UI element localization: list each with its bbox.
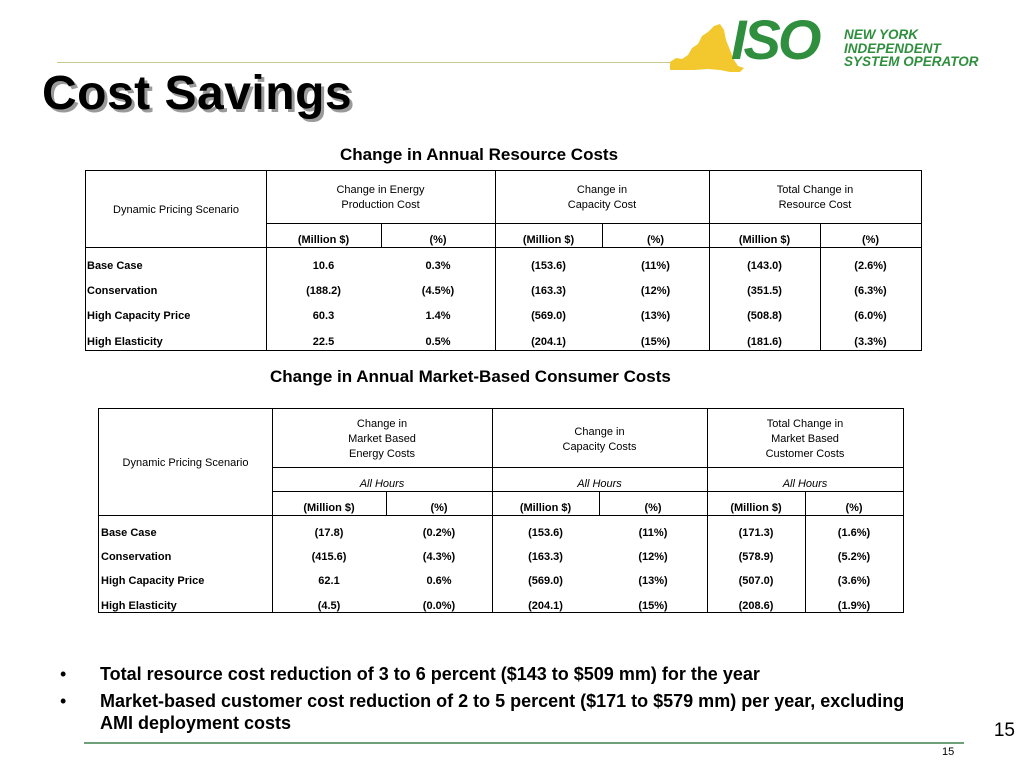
group-header-capacity-line2: Capacity Cost bbox=[567, 199, 637, 211]
table-cell: (569.0) bbox=[528, 575, 563, 587]
table-cell: (17.8) bbox=[314, 527, 344, 539]
table-cell: 0.3% bbox=[425, 260, 451, 272]
nyiso-logo bbox=[668, 8, 998, 82]
footer-page-number: 15 bbox=[942, 746, 955, 758]
group-header-total-line1: Total Change in bbox=[766, 418, 844, 430]
bullet-list bbox=[56, 663, 916, 739]
table-cell: 0.6% bbox=[426, 575, 452, 587]
table-cell: (171.3) bbox=[738, 527, 774, 539]
consumer-costs-table bbox=[98, 408, 904, 613]
table-cell: (4.3%) bbox=[422, 551, 456, 563]
slide-title: Cost Savings bbox=[42, 67, 353, 120]
table-cell: (3.3%) bbox=[854, 336, 887, 348]
row-label: High Elasticity bbox=[87, 336, 163, 348]
group-header-energy-line1: Change in bbox=[356, 418, 408, 430]
table-cell: 0.5% bbox=[425, 336, 451, 348]
table-cell: (188.2) bbox=[306, 285, 341, 297]
hours-header: All Hours bbox=[577, 478, 622, 490]
row-label: High Capacity Price bbox=[87, 310, 191, 322]
table-cell: (6.0%) bbox=[854, 310, 887, 322]
logo-wordmark bbox=[844, 28, 979, 69]
row-label: Base Case bbox=[87, 260, 143, 272]
table-cell: (3.6%) bbox=[837, 575, 871, 587]
bullet-icon: • bbox=[60, 664, 67, 684]
table-cell: (2.6%) bbox=[854, 260, 887, 272]
footer-rule bbox=[84, 742, 964, 744]
group-header-energy-line1: Change in Energy bbox=[336, 184, 425, 196]
unit-header: (Million $) bbox=[738, 234, 791, 246]
logo-line-2: INDEPENDENT bbox=[844, 40, 941, 56]
table-cell: (15%) bbox=[640, 336, 671, 348]
table-cell: (11%) bbox=[641, 260, 670, 272]
group-header-capacity-line1: Change in bbox=[576, 184, 628, 196]
group-header-total-line1: Total Change in bbox=[776, 184, 854, 196]
bullet-icon: • bbox=[60, 691, 67, 711]
unit-header: (%) bbox=[861, 234, 880, 246]
group-header-capacity-line2: Capacity Costs bbox=[562, 441, 637, 453]
group-header-energy-line2: Market Based bbox=[348, 433, 416, 445]
scenario-header: Dynamic Pricing Scenario bbox=[122, 457, 249, 469]
table-cell: (351.5) bbox=[747, 285, 782, 297]
table-cell: (208.6) bbox=[738, 600, 774, 612]
logo-line-1: NEW YORK bbox=[844, 27, 919, 42]
bullet-item bbox=[56, 690, 916, 734]
table-cell: (0.0%) bbox=[422, 600, 456, 612]
table1-title: Change in Annual Resource Costs bbox=[340, 145, 619, 164]
table-cell: (12%) bbox=[638, 551, 668, 563]
row-label: Conservation bbox=[87, 285, 158, 297]
table-cell: (6.3%) bbox=[854, 285, 887, 297]
table-cell: (153.6) bbox=[528, 527, 563, 539]
unit-header: (Million $) bbox=[303, 502, 355, 514]
unit-header: (%) bbox=[646, 234, 665, 246]
logo-line-3: SYSTEM OPERATOR bbox=[844, 54, 979, 69]
table-cell: (204.1) bbox=[528, 600, 563, 612]
unit-header: (%) bbox=[845, 502, 863, 514]
scenario-header: Dynamic Pricing Scenario bbox=[113, 204, 239, 216]
row-label: Conservation bbox=[101, 551, 172, 563]
table-cell: (181.6) bbox=[747, 336, 782, 348]
row-label: High Capacity Price bbox=[101, 575, 205, 587]
table-cell: (1.9%) bbox=[837, 600, 871, 612]
table-cell: (11%) bbox=[638, 527, 668, 539]
bullet-text: Market-based customer cost reduction of 2 to 5 percent ($171 to $579 mm) per year, excluding AMI deployment costs bbox=[100, 691, 905, 733]
table-cell: (143.0) bbox=[747, 260, 782, 272]
unit-header: (%) bbox=[430, 502, 448, 514]
table-cell: (13%) bbox=[640, 310, 671, 322]
group-header-energy-line2: Production Cost bbox=[341, 199, 420, 211]
unit-header: (Million $) bbox=[519, 502, 572, 514]
table-cell: (507.0) bbox=[738, 575, 774, 587]
unit-header: (Million $) bbox=[730, 502, 782, 514]
bullet-item bbox=[56, 663, 916, 685]
table-cell: (0.2%) bbox=[422, 527, 456, 539]
row-label: High Elasticity bbox=[101, 600, 177, 612]
table-cell: (163.3) bbox=[528, 551, 563, 563]
table-cell: (508.8) bbox=[747, 310, 782, 322]
table-cell: (12%) bbox=[640, 285, 671, 297]
table-cell: (578.9) bbox=[738, 551, 774, 563]
table-cell: (1.6%) bbox=[837, 527, 871, 539]
group-header-energy-line3: Energy Costs bbox=[348, 448, 416, 460]
table-cell: 10.6 bbox=[312, 260, 335, 272]
group-header-total-line2: Resource Cost bbox=[778, 199, 852, 211]
logo-abbrev: ISO bbox=[731, 8, 819, 71]
table-cell: (153.6) bbox=[531, 260, 566, 272]
unit-header: (Million $) bbox=[297, 234, 350, 246]
table-cell: (13%) bbox=[638, 575, 668, 587]
table-cell: 62.1 bbox=[318, 575, 340, 587]
table-cell: (163.3) bbox=[531, 285, 566, 297]
group-header-capacity-line1: Change in bbox=[574, 426, 625, 438]
table2-title: Change in Annual Market-Based Consumer Costs bbox=[270, 367, 671, 386]
table-cell: 1.4% bbox=[425, 310, 451, 322]
table-cell: 60.3 bbox=[312, 310, 335, 322]
table-cell: (415.6) bbox=[311, 551, 347, 563]
unit-header: (%) bbox=[429, 234, 447, 246]
group-header-total-line2: Market Based bbox=[771, 433, 839, 445]
table-cell: (204.1) bbox=[531, 336, 566, 348]
table-cell: 22.5 bbox=[312, 336, 335, 348]
hours-header: All Hours bbox=[782, 478, 828, 490]
page-number: 15 bbox=[993, 720, 1015, 741]
unit-header: (%) bbox=[644, 502, 662, 514]
table-cell: (4.5%) bbox=[421, 285, 455, 297]
header-rule bbox=[57, 62, 677, 63]
table-cell: (15%) bbox=[638, 600, 668, 612]
table-cell: (4.5) bbox=[317, 600, 341, 612]
unit-header: (Million $) bbox=[522, 234, 575, 246]
table-cell: (569.0) bbox=[531, 310, 566, 322]
resource-costs-table bbox=[85, 170, 922, 351]
bullet-text: Total resource cost reduction of 3 to 6 percent ($143 to $509 mm) for the year bbox=[100, 664, 760, 684]
table-cell: (5.2%) bbox=[837, 551, 871, 563]
row-label: Base Case bbox=[101, 527, 157, 539]
hours-header: All Hours bbox=[359, 478, 405, 490]
group-header-total-line3: Customer Costs bbox=[765, 448, 845, 460]
